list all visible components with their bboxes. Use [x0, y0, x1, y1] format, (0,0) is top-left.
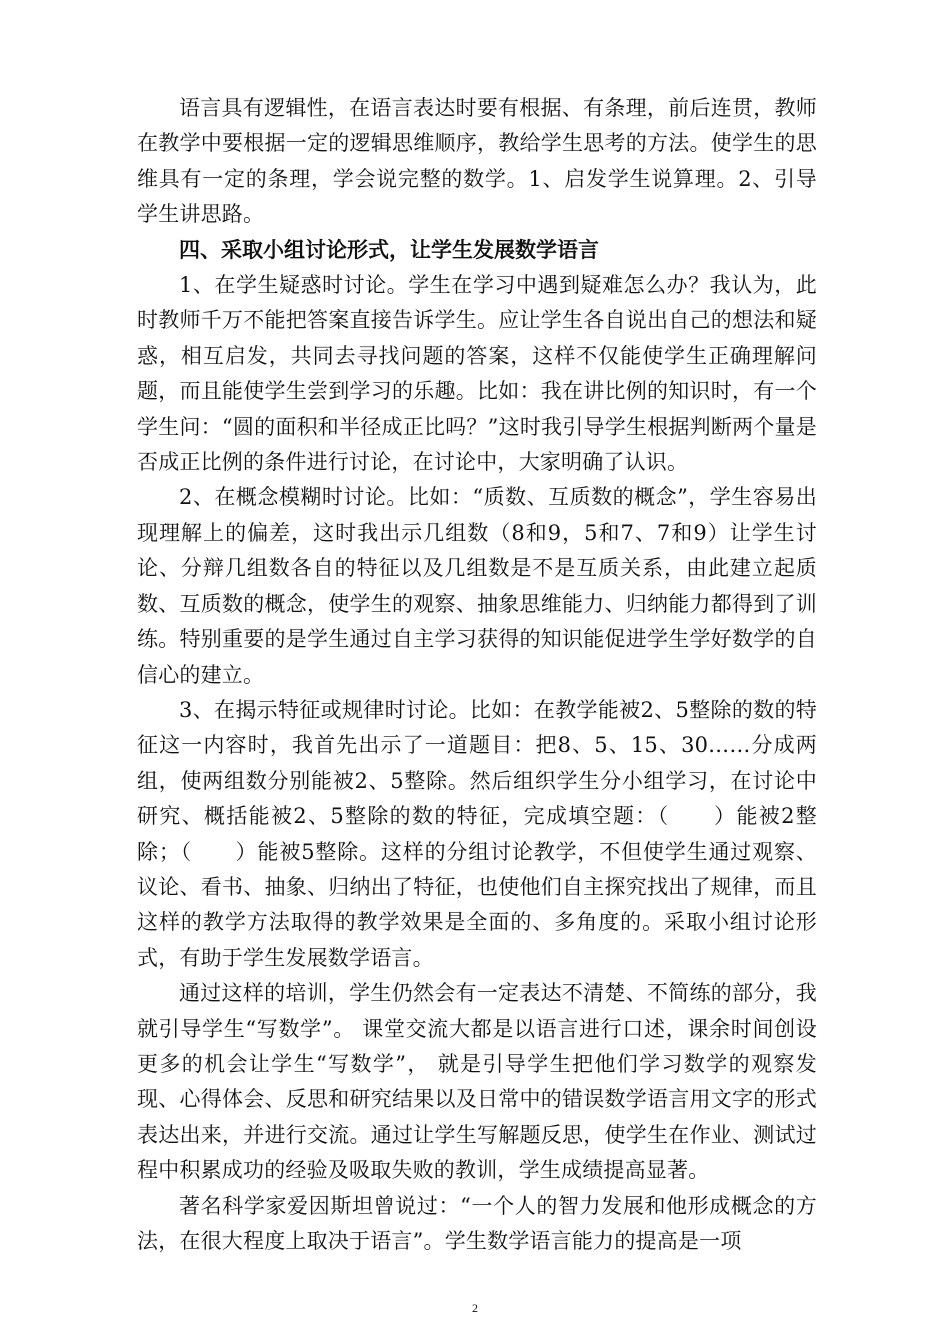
paragraph-discuss-features-rules: 3、在揭示特征或规律时讨论。比如：在教学能被2、5整除的数的特征这一内容时，我首先出示了一道题目：把8、5、15、30……分成两组，使两组数分别能被2、5整除。然后组织学生分小组学习，在讨论中研究、概括能被2、5整除的数的特征，完成填空题：（ ）能被2整除；（ ）能被5整除。这样的分组讨论教学，不但使学生通过观察、议论、看书、抽象、归纳出了特征，也使他们自主探究找出了规律，而且这样的教学方法取得的教学效果是全面的、多角度的。采取小组讨论形式，有助于学生发展数学语言。 [137, 697, 817, 970]
section-heading-group-discussion: 四、采取小组讨论形式，让学生发展数学语言 [179, 237, 599, 262]
paragraph-einstein-quote: 著名科学家爱因斯坦曾说过：“一个人的智力发展和他形成概念的方法，在很大程度上取决于语言”。学生数学语言能力的提高是一项 [137, 1193, 817, 1253]
body-text [137, 91, 817, 1259]
paragraph-discuss-when-confused: 1、在学生疑惑时讨论。学生在学习中遇到疑难怎么办？我认为，此时教师千万不能把答案直接告诉学生。应让学生各自说出自己的想法和疑惑，相互启发，共同去寻找问题的答案，这样不仅能使学生正确理解问题，而且能使学生尝到学习的乐趣。比如：我在讲比例的知识时，有一个学生问：“圆的面积和半径成正比吗？”这时我引导学生根据判断两个量是否成正比例的条件进行讨论，在讨论中，大家明确了认识。 [137, 273, 817, 475]
paragraph-discuss-vague-concepts: 2、在概念模糊时讨论。比如：“质数、互质数的概念”，学生容易出现理解上的偏差，这时我出示几组数（8和9，5和7、7和9）让学生讨论、分辩几组数各自的特征以及几组数是不是互质关系，由此建立起质数、互质数的概念，使学生的观察、抽象思维能力、归纳能力都得到了训练。特别重要的是学生通过自主学习获得的知识能促进学生学好数学的自信心的建立。 [137, 485, 817, 687]
page-number: 2 [472, 1301, 478, 1315]
paragraph-write-math: 通过这样的培训，学生仍然会有一定表达不清楚、不简练的部分，我就引导学生“写数学”。 课堂交流大都是以语言进行口述，课余时间创设更多的机会让学生“写数学”， 就是引导学生把他们学习数学的观察发现、心得体会、反思和研究结果以及日常中的错误数学语言用文字的形式表达出来，并进行交流。通过让学生写解题反思，使学生在作业、测试过程中积累成功的经验及吸取失败的教训，学生成绩提高显著。 [137, 981, 817, 1183]
paragraph-logic: 语言具有逻辑性，在语言表达时要有根据、有条理，前后连贯，教师在教学中要根据一定的逻辑思维顺序，教给学生思考的方法。使学生的思维具有一定的条理，学会说完整的数学。1、启发学生说算理。2、引导学生讲思路。 [137, 96, 817, 227]
